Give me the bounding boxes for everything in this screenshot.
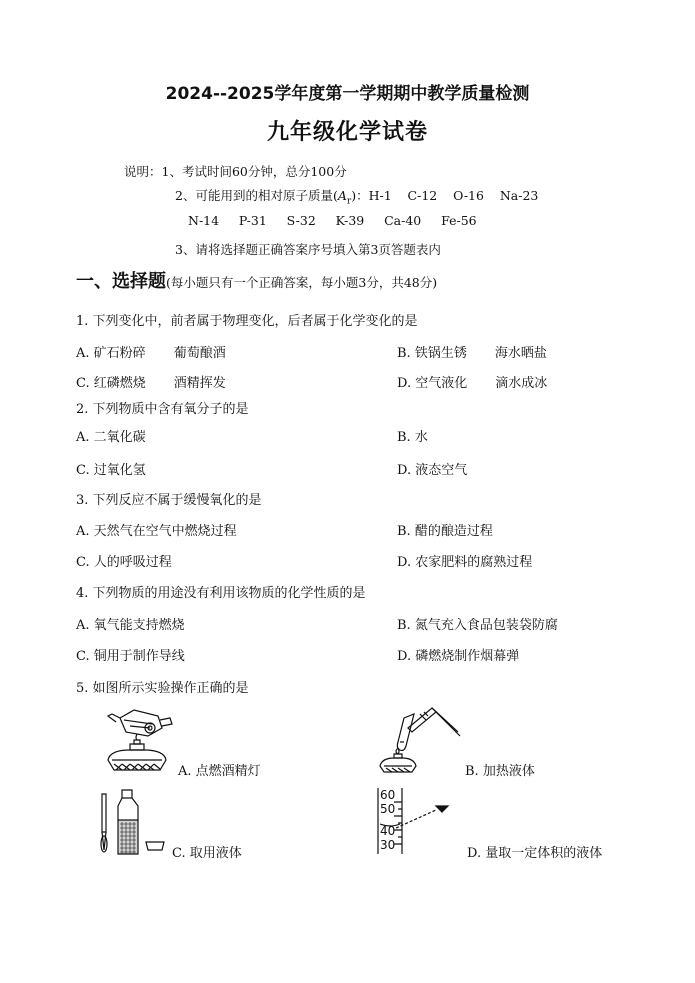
option-label: C. bbox=[76, 649, 90, 664]
exam-subtitle: 九年级化学试卷 bbox=[266, 119, 428, 145]
question-5-stem: 5. 如图所示实验操作正确的是 bbox=[76, 681, 249, 696]
q4-option-b bbox=[397, 614, 558, 633]
option-label: C. bbox=[172, 846, 186, 861]
question-3-stem: 3. 下列反应不属于缓慢氧化的是 bbox=[76, 493, 262, 508]
option-label: D. bbox=[397, 649, 412, 664]
scale-label: 50 bbox=[380, 802, 396, 816]
option-label: D. bbox=[397, 555, 412, 570]
q5-option-c bbox=[172, 842, 242, 861]
option-text: 量取一定体积的液体 bbox=[485, 846, 603, 861]
option-text: 农家肥料的腐熟过程 bbox=[415, 555, 533, 570]
q5-option-a bbox=[178, 760, 261, 779]
q1-option-b bbox=[397, 342, 547, 361]
section-title: 一、选择题 bbox=[76, 271, 166, 292]
option-text: 液态空气 bbox=[415, 463, 468, 478]
option-text: 葡萄酿酒 bbox=[173, 346, 226, 361]
q4-option-a bbox=[76, 614, 185, 633]
option-text: 人的呼吸过程 bbox=[93, 555, 172, 570]
q5-option-d bbox=[467, 842, 602, 861]
q2-option-d bbox=[397, 459, 467, 478]
option-label: A. bbox=[76, 346, 90, 361]
option-label: B. bbox=[465, 764, 479, 779]
option-text: 氧气能支持燃烧 bbox=[93, 618, 185, 633]
q1-option-a bbox=[76, 342, 226, 361]
option-label: B. bbox=[397, 618, 411, 633]
q4-option-d bbox=[397, 645, 519, 664]
q3-option-b bbox=[397, 520, 493, 539]
option-label: C. bbox=[76, 376, 90, 391]
option-text: 加热液体 bbox=[482, 764, 535, 779]
option-label: A. bbox=[76, 430, 90, 445]
option-label: D. bbox=[467, 846, 482, 861]
q3-option-d bbox=[397, 551, 532, 570]
option-label: C. bbox=[76, 463, 90, 478]
option-label: D. bbox=[397, 376, 412, 391]
q2-option-a bbox=[76, 426, 146, 445]
option-text: 取用液体 bbox=[189, 846, 242, 861]
note-line-4: 3、请将选择题正确答案序号填入第3页答题表内 bbox=[175, 242, 441, 257]
q5-option-b bbox=[465, 760, 535, 779]
q1-option-c bbox=[76, 372, 226, 391]
option-text: 铜用于制作导线 bbox=[93, 649, 185, 664]
option-text: 磷燃烧制作烟幕弹 bbox=[415, 649, 520, 664]
option-text: 醋的酿造过程 bbox=[414, 524, 493, 539]
exam-title: 2024--2025学年度第一学期期中教学质量检测 bbox=[165, 84, 530, 104]
q2-option-b bbox=[397, 426, 428, 445]
section-heading bbox=[76, 267, 437, 293]
question-4-stem: 4. 下列物质的用途没有利用该物质的化学性质的是 bbox=[76, 586, 366, 601]
section-note: (每小题只有一个正确答案，每小题3分，共48分) bbox=[166, 275, 438, 290]
question-2-stem: 2. 下列物质中含有氧分子的是 bbox=[76, 402, 249, 417]
option-text: 矿石粉碎 bbox=[93, 346, 146, 361]
option-text: 空气液化 bbox=[415, 376, 468, 391]
option-text: 二氧化碳 bbox=[93, 430, 146, 445]
q3-option-a bbox=[76, 520, 237, 539]
option-label: A. bbox=[178, 764, 192, 779]
option-text: 水 bbox=[414, 430, 428, 445]
atomic-mass-subscript: r bbox=[346, 196, 352, 207]
option-text: 铁锅生锈 bbox=[414, 346, 467, 361]
q2-option-c bbox=[76, 459, 146, 478]
note-line-2-post: )：H-1 C-12 O-16 Na-23 bbox=[351, 188, 539, 203]
q1-option-d bbox=[397, 372, 547, 391]
figure-d-measuring-cylinder bbox=[372, 786, 456, 856]
figure-b-heating-liquid bbox=[374, 702, 464, 774]
option-text: 海水晒盐 bbox=[494, 346, 547, 361]
option-label: B. bbox=[397, 346, 411, 361]
option-text: 滴水成冰 bbox=[495, 376, 548, 391]
q3-option-c bbox=[76, 551, 172, 570]
option-text: 氮气充入食品包装袋防腐 bbox=[414, 618, 558, 633]
option-label: A. bbox=[76, 524, 90, 539]
note-line-2-pre: 2、可能用到的相对原子质量( bbox=[175, 188, 338, 203]
note-line-2 bbox=[175, 186, 538, 207]
atomic-mass-symbol: A bbox=[337, 188, 347, 203]
scale-label: 60 bbox=[380, 788, 396, 802]
option-label: A. bbox=[76, 618, 90, 633]
option-label: D. bbox=[397, 463, 412, 478]
option-label: B. bbox=[397, 430, 411, 445]
option-text: 过氧化氢 bbox=[93, 463, 146, 478]
note-line-3: N-14 P-31 S-32 K-39 Ca-40 Fe-56 bbox=[188, 213, 477, 228]
scale-label: 40 bbox=[380, 824, 396, 838]
option-text: 红磷燃烧 bbox=[93, 376, 146, 391]
figure-c-taking-liquid bbox=[96, 786, 168, 858]
option-label: B. bbox=[397, 524, 411, 539]
question-1-stem: 1. 下列变化中，前者属于物理变化，后者属于化学变化的是 bbox=[76, 314, 418, 329]
option-text: 点燃酒精灯 bbox=[195, 764, 261, 779]
note-line-1: 说明：1、考试时间60分钟，总分100分 bbox=[124, 164, 347, 179]
option-text: 天然气在空气中燃烧过程 bbox=[93, 524, 237, 539]
scale-label: 30 bbox=[380, 838, 396, 852]
option-label: C. bbox=[76, 555, 90, 570]
figure-a-alcohol-lamp bbox=[100, 706, 180, 776]
q4-option-c bbox=[76, 645, 185, 664]
option-text: 酒精挥发 bbox=[173, 376, 226, 391]
